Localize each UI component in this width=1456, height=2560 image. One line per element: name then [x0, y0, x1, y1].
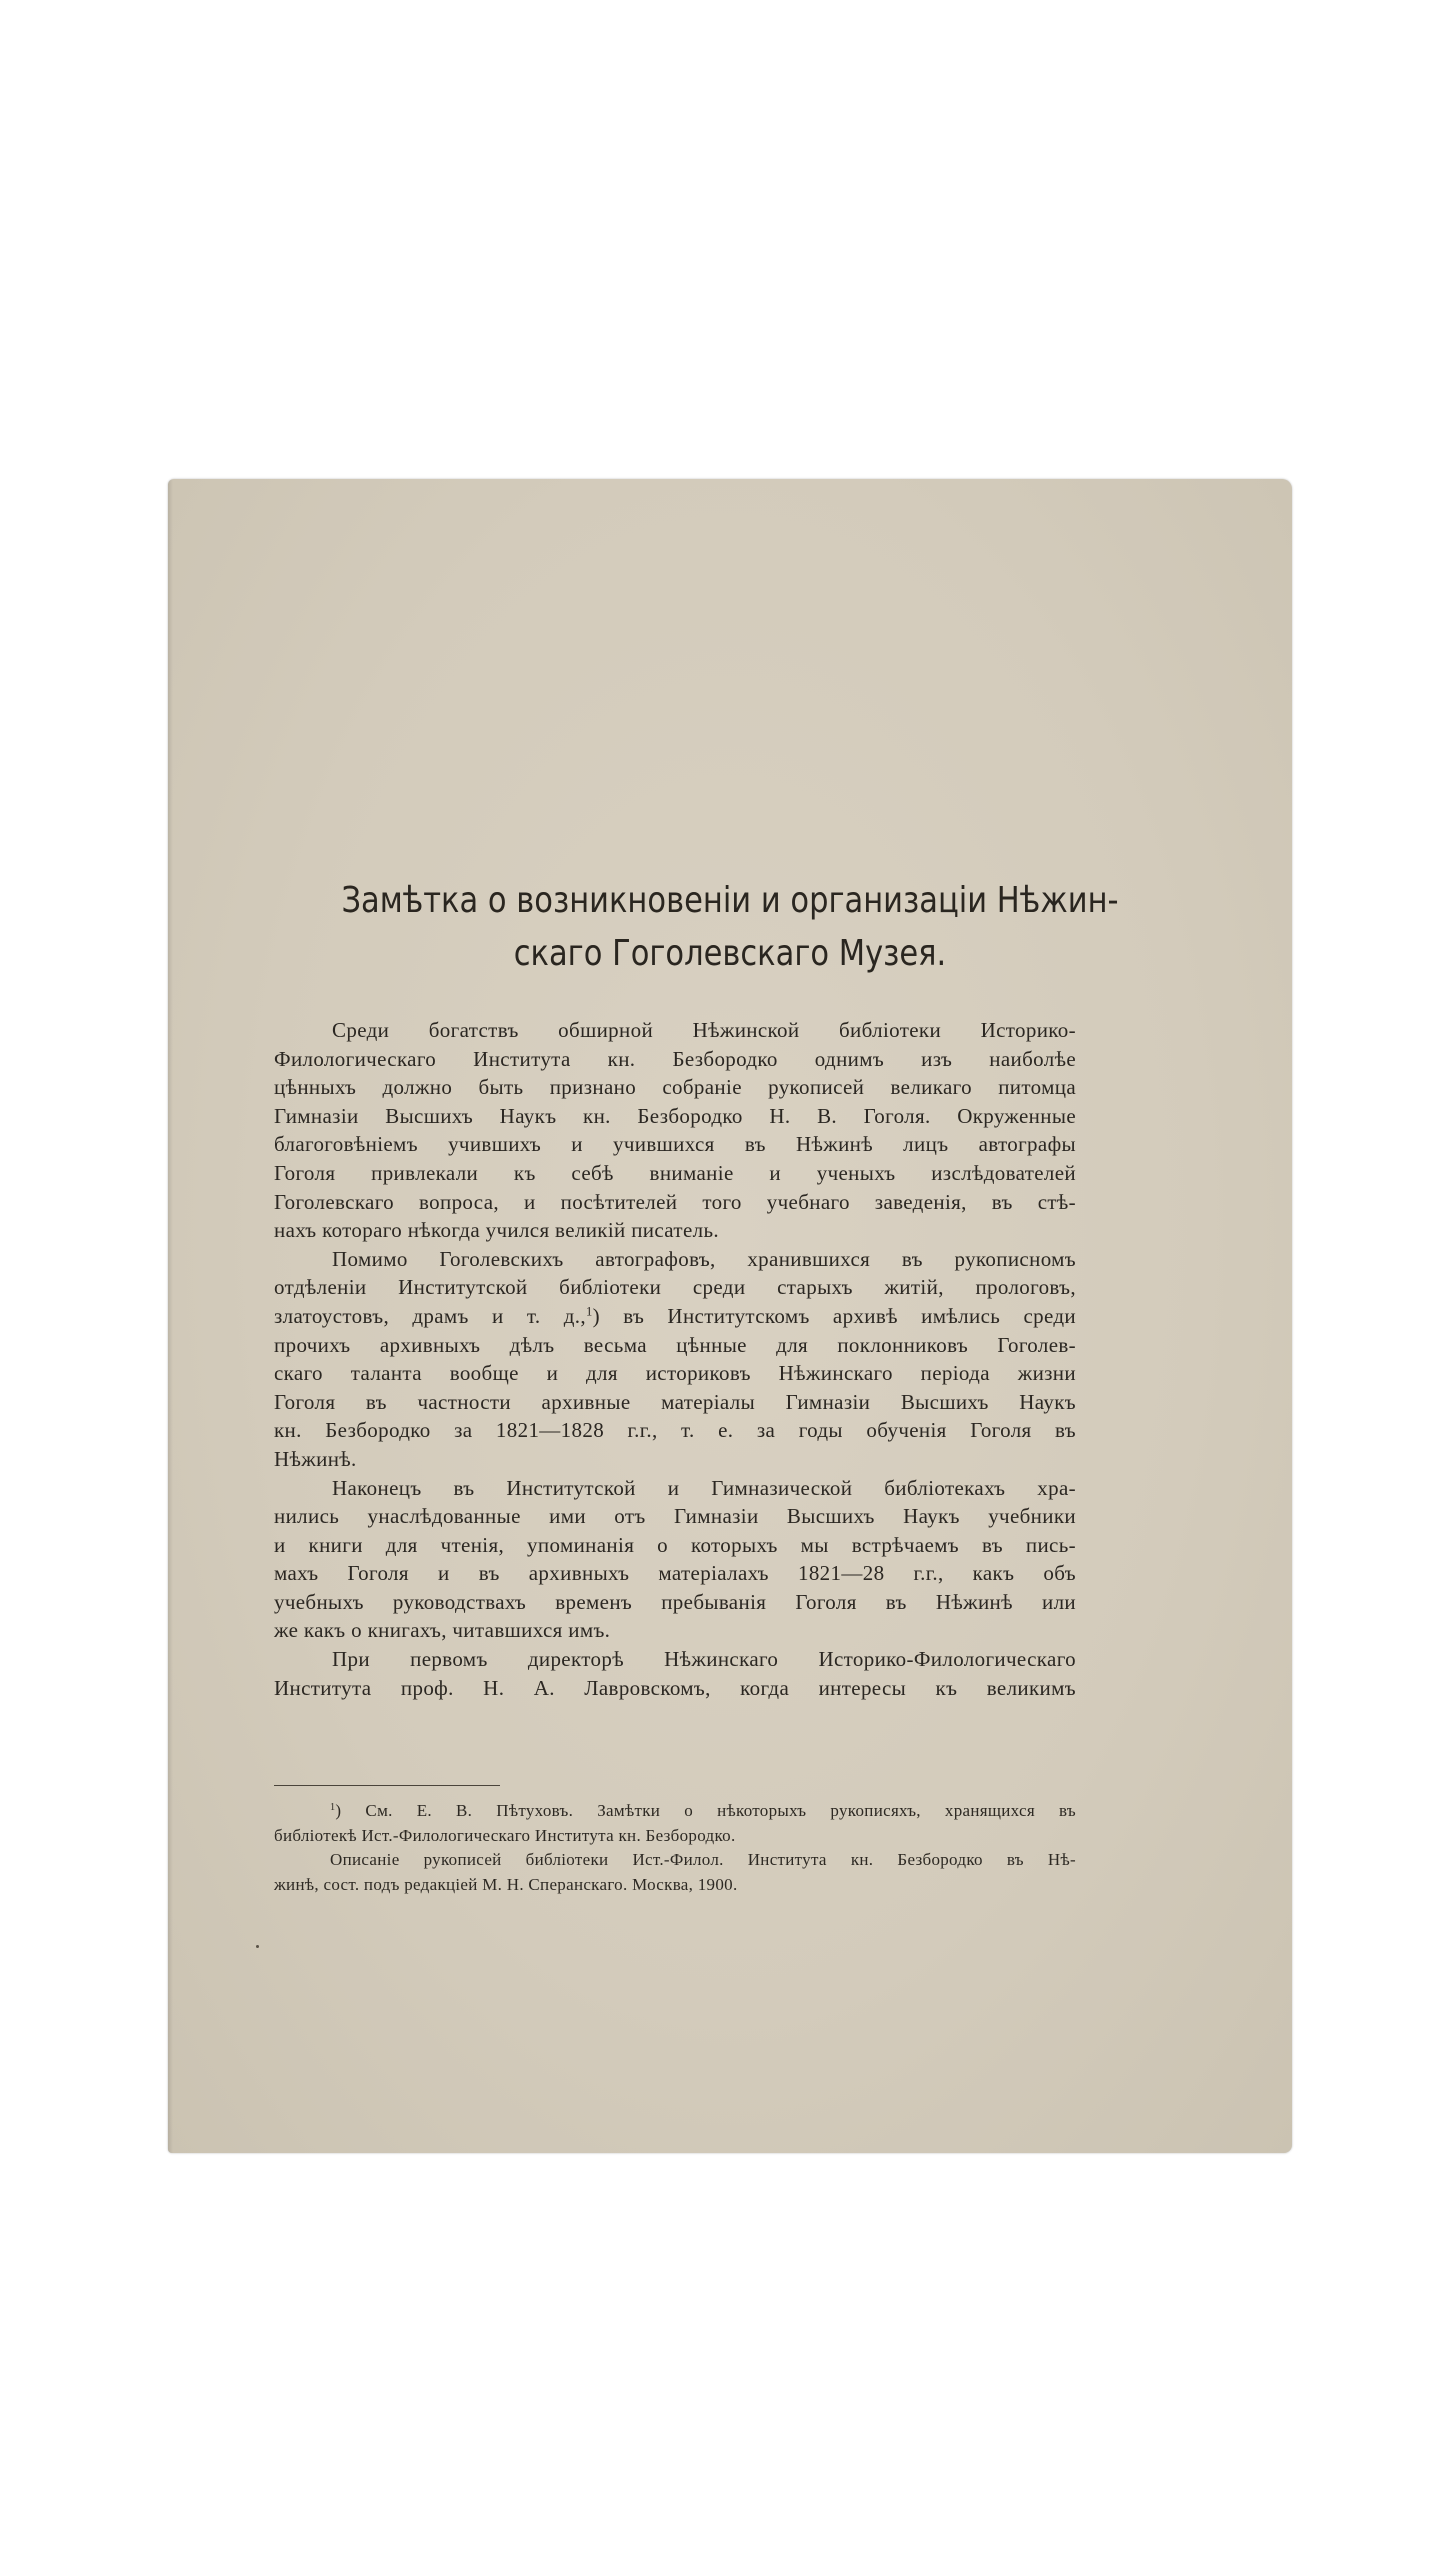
text-line: Филологическаго Института кн. Безбородко однимъ изъ наиболѣе: [274, 1046, 1076, 1071]
title-line: скаго Гоголевскаго Музея.: [513, 933, 947, 974]
text-line: нились унаслѣдованные ими отъ Гимназіи Высшихъ Наукъ учебники: [274, 1504, 1076, 1529]
text-line: цѣнныхъ должно быть признано собраніе рукописей великаго питомца: [274, 1075, 1076, 1100]
text-line: Гоголя привлекали къ себѣ вниманіе и ученыхъ изслѣдователей: [274, 1160, 1076, 1185]
paragraph-2: [274, 1245, 1076, 1474]
footnote-line: [274, 1799, 1076, 1824]
text-line: Помимо Гоголевскихъ автографовъ, хранившихся въ рукописномъ: [332, 1246, 1076, 1271]
footnote-reference[interactable]: 1: [585, 1304, 593, 1319]
text-line: же какъ о книгахъ, читавшихся имъ.: [274, 1618, 611, 1643]
text-line: скаго таланта вообще и для историковъ Нѣжинскаго періода жизни: [274, 1361, 1076, 1386]
text-line: кн. Безбородко за 1821—1828 г.г., т. е. за годы обученія Гоголя въ: [274, 1418, 1076, 1443]
text-line: Гоголя въ частности архивные матеріалы Гимназіи Высшихъ Наукъ: [274, 1389, 1076, 1414]
title-line: Замѣтка о возникновеніи и организаціи Нѣжин-: [341, 880, 1119, 921]
text-line: благоговѣніемъ учившихъ и учившихся въ Нѣжинѣ лицъ автографы: [274, 1132, 1076, 1157]
text-line: Нѣжинѣ.: [274, 1446, 357, 1471]
footnote-1: [274, 1799, 1076, 1848]
text-line: Института проф. Н. А. Лавровскомъ, когда интересы къ великимъ: [274, 1675, 1076, 1700]
footnote-line: Описаніе рукописей библіотеки Ист.-Филол. Института кн. Безбородко въ Нѣ-: [330, 1850, 1076, 1869]
paper-speck: [256, 1945, 259, 1948]
text-line: отдѣленіи Институтской библіотеки среди старыхъ житій, прологовъ,: [274, 1275, 1076, 1300]
text-line: прочихъ архивныхъ дѣлъ весьма цѣнные для поклонниковъ Гоголев-: [274, 1332, 1076, 1357]
text-line: Гоголевскаго вопроса, и посѣтителей того учебнаго заведенія, въ стѣ-: [274, 1189, 1076, 1214]
text-line: Гимназіи Высшихъ Наукъ кн. Безбородко Н. В. Гоголя. Окруженные: [274, 1103, 1076, 1128]
footnote-divider: [274, 1785, 500, 1786]
text-line: Среди богатствъ обширной Нѣжинской библіотеки Историко-: [332, 1018, 1076, 1042]
document-page: [168, 479, 1292, 2153]
text-line: При первомъ директорѣ Нѣжинскаго Историко-Филологическаго: [332, 1647, 1076, 1672]
text-line: учебныхъ руководствахъ временъ пребыванія Гоголя въ Нѣжинѣ или: [274, 1589, 1076, 1614]
footnote-text: ) См. Е. В. Пѣтуховъ. Замѣтки о нѣкоторыхъ рукописяхъ, хранящихся въ: [335, 1801, 1076, 1820]
footnote-2: [274, 1848, 1076, 1897]
text-fragment: ) въ Институтскомъ архивѣ имѣлись среди: [592, 1303, 1076, 1328]
footnotes: [274, 1799, 1076, 1897]
document-title: [247, 874, 1214, 980]
text-line: нахъ котораго нѣкогда учился великій писатель.: [274, 1218, 719, 1243]
footnote-mark: 1: [330, 1801, 336, 1813]
paragraph-4: [274, 1645, 1076, 1702]
document-body: [274, 1016, 1076, 1702]
footnote-line: библіотекѣ Ист.-Филологическаго Института кн. Безбородко.: [274, 1825, 736, 1845]
text-fragment: златоустовъ, драмъ и т. д.,: [274, 1303, 586, 1328]
text-line: Наконецъ въ Институтской и Гимназической библіотекахъ хра-: [332, 1475, 1076, 1500]
text-line: и книги для чтенія, упоминанія о которыхъ мы встрѣчаемъ въ пись-: [274, 1532, 1076, 1557]
paragraph-3: [274, 1474, 1076, 1646]
footnote-line: жинѣ, сост. подъ редакціей М. Н. Сперанскаго. Москва, 1900.: [274, 1874, 738, 1894]
text-line: махъ Гоголя и въ архивныхъ матеріалахъ 1821—28 г.г., какъ объ: [274, 1561, 1076, 1586]
text-line-with-note: [274, 1302, 1076, 1331]
paragraph-1: [274, 1016, 1076, 1245]
